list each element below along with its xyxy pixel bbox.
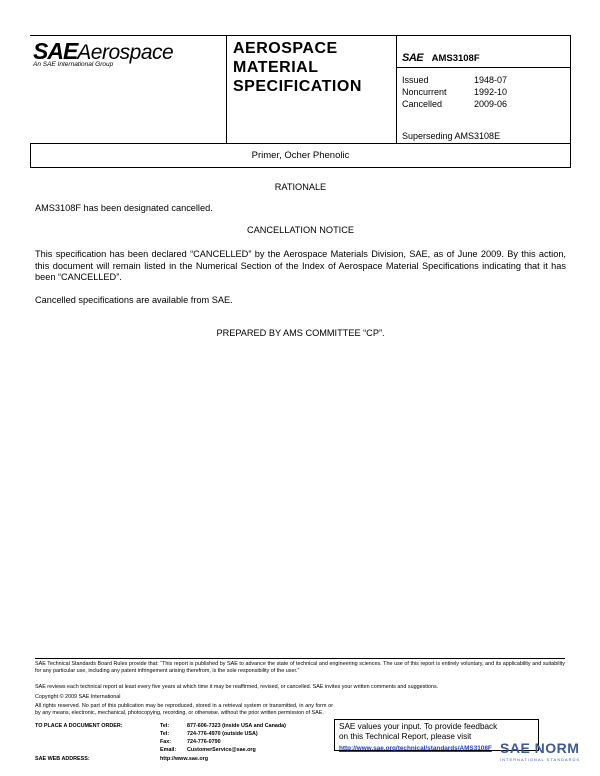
document-type-title [233, 39, 362, 96]
header-divider-right [396, 35, 397, 143]
cancellation-notice-text: This specification has been declared “CANCELLED” by the Aerospace Materials Division, SAE, as of June 2009. By this action, this document will remain listed in the Numerical Section of the Index of Aerospace Material Specifications indicating that it has been “CANCELLED”. [35, 249, 566, 282]
document-subject: Primer, Ocher Phenolic [251, 150, 350, 161]
header-mid-border [30, 143, 571, 144]
footer-review-note: SAE reviews each technical report at least every five years at which time it may be reaffirmed, revised, or cancelled. SAE invites your written comments and suggestions. [35, 684, 439, 690]
date-row-noncurrent [402, 87, 512, 97]
feedback-link[interactable]: http://www.sae.org/technical/standards/AMS3108F [339, 745, 492, 752]
footer-rights: All rights reserved. No part of this publication may be reproduced, stored in a retrieval system or transmitted, in any form or by any means, electronic, mechanical, photocopying, recording, or otherwise, without the prior written permission of SAE. [35, 703, 333, 717]
contact-value: 724-776-0790 [187, 739, 221, 745]
contact-email [160, 747, 256, 754]
date-label: Cancelled [402, 99, 443, 109]
availability-text: Cancelled specifications are available from SAE. [35, 295, 233, 305]
title-line-3: SPECIFICATION [233, 78, 362, 95]
web-address-link[interactable]: http://www.sae.org [160, 756, 209, 762]
order-label [35, 723, 123, 730]
order-label-text: TO PLACE A DOCUMENT ORDER: [35, 723, 123, 729]
contact-label: Fax: [160, 739, 172, 745]
header-right-border [570, 35, 571, 167]
contact-value: 877-606-7323 (inside USA and Canada) [187, 723, 286, 729]
superseding-note: Superseding AMS3108E [402, 131, 501, 141]
title-line-1: AEROSPACE [233, 40, 338, 57]
contact-tel-2 [160, 731, 258, 738]
contact-value: 724-776-4970 (outside USA) [187, 731, 258, 737]
sae-norm-watermark: SAE NORM [500, 740, 580, 756]
sae-norm-watermark-sub: INTERNATIONAL STANDARDS [500, 757, 581, 762]
date-label: Issued [402, 75, 429, 85]
date-value: 1948-07 [474, 75, 508, 85]
prepared-by: PREPARED BY AMS COMMITTEE “CP”. [216, 328, 385, 338]
feedback-line-2: on this Technical Report, please visit [339, 731, 472, 741]
doc-sae-logo: SAE [402, 52, 424, 64]
doc-number: AMS3108F [431, 53, 480, 64]
date-value: 1992-10 [474, 87, 508, 97]
date-value: 2009-06 [474, 99, 508, 109]
web-address-value[interactable] [160, 756, 208, 763]
web-address-label-text: SAE WEB ADDRESS: [35, 756, 90, 762]
logo-tagline: An SAE International Group [33, 61, 114, 68]
date-label: Noncurrent [402, 87, 447, 97]
date-row-issued [402, 75, 512, 85]
logo-sae-text: SAE [33, 38, 78, 64]
logo-aerospace-text: Aerospace [77, 41, 174, 64]
footer-rule [35, 658, 565, 659]
header-divider-left [226, 35, 227, 143]
header-bottom-border [30, 167, 571, 168]
contact-fax [160, 739, 221, 746]
footer-copyright: Copyright © 2009 SAE International [35, 694, 121, 700]
cancellation-notice-heading: CANCELLATION NOTICE [246, 225, 355, 235]
contact-label: Tel: [160, 731, 170, 737]
rationale-heading: RATIONALE [274, 182, 327, 192]
contact-tel-1 [160, 723, 286, 730]
doc-number-underline [396, 67, 571, 68]
contact-label: Email: [160, 747, 177, 753]
feedback-line-1: SAE values your input. To provide feedback [339, 722, 498, 731]
doc-number-block [402, 48, 480, 66]
rationale-text: AMS3108F has been designated cancelled. [35, 203, 213, 213]
date-row-cancelled [402, 99, 512, 109]
web-address-label [35, 756, 90, 763]
header-top-border [30, 35, 571, 36]
title-line-2: MATERIAL [233, 59, 319, 76]
contact-value[interactable]: CustomerService@sae.org [187, 747, 256, 753]
contact-label: Tel: [160, 723, 170, 729]
footer-board-rules: SAE Technical Standards Board Rules provide that: “This report is published by SAE to advance the state of technical and engineering sciences. The use of this report is entirely voluntary, and its applicability and suitability for any particular use, including any patent infringement arising therefrom, is the sole responsibility of the user.” [35, 661, 565, 675]
